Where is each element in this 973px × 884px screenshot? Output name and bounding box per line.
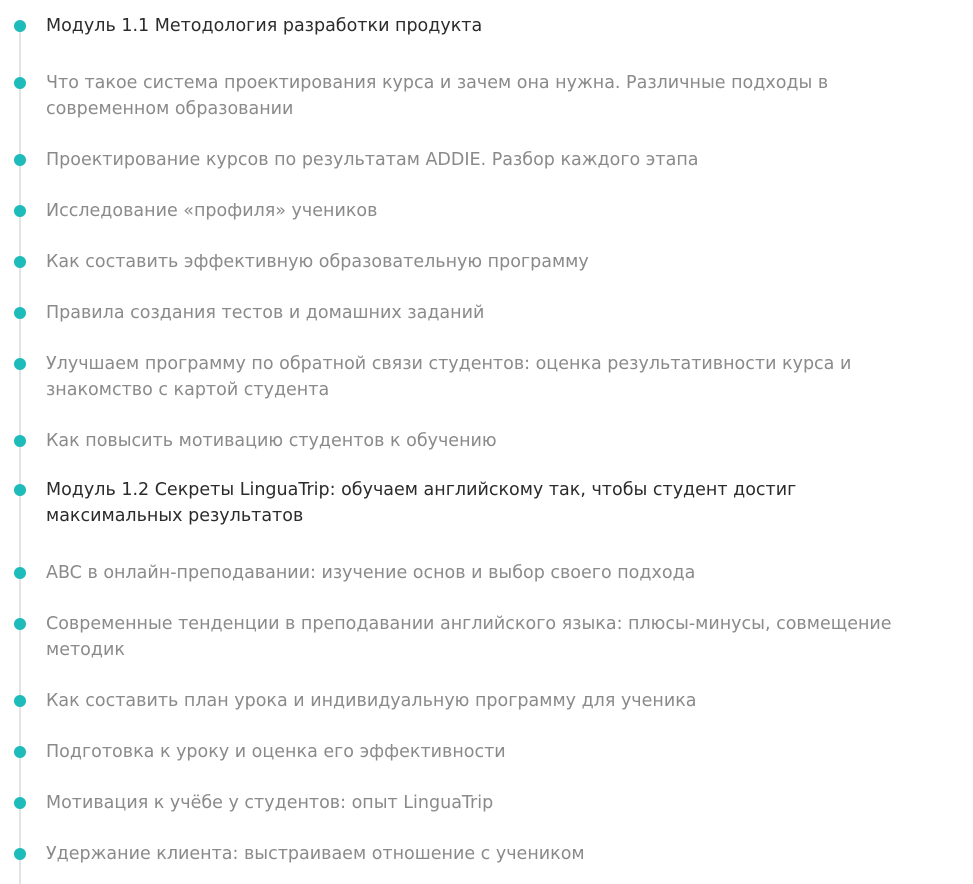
bullet-dot-icon [14, 848, 26, 860]
lesson-title: Правила создания тестов и домашних заданий [46, 303, 485, 323]
bullet-dot-icon [14, 484, 26, 496]
bullet-dot-icon [14, 20, 26, 32]
bullet-dot-icon [14, 256, 26, 268]
lesson-title: Как повысить мотивацию студентов к обучению [46, 431, 497, 451]
module-title: Модуль 1.1 Методология разработки продукта [46, 16, 483, 36]
lesson-title: Проектирование курсов по результатам ADDIE. Разбор каждого этапа [46, 150, 699, 170]
bullet-dot-icon [14, 695, 26, 707]
lesson-title: Как составить план урока и индивидуальную программу для ученика [46, 691, 697, 711]
module-title: Модуль 1.2 Секреты LinguaTrip: обучаем английскому так, чтобы студент достиг максимальных результатов [46, 480, 797, 526]
lesson-title: Мотивация к учёбе у студентов: опыт LinguaTrip [46, 793, 494, 813]
bullet-dot-icon [14, 567, 26, 579]
lesson-title: Улучшаем программу по обратной связи студентов: оценка результативности курса и знакомство с картой студента [46, 354, 852, 400]
lesson-title: Удержание клиента: выстраиваем отношение с учеником [46, 844, 585, 864]
bullet-dot-icon [14, 358, 26, 370]
lesson-title: Как составить эффективную образовательную программу [46, 252, 589, 272]
lesson-title: Исследование «профиля» учеников [46, 201, 378, 221]
lesson-title: Современные тенденции в преподавании английского языка: плюсы-минусы, совмещение методик [46, 614, 892, 660]
lesson-title: Подготовка к уроку и оценка его эффективности [46, 742, 506, 762]
bullet-dot-icon [14, 205, 26, 217]
bullet-dot-icon [14, 618, 26, 630]
bullet-dot-icon [14, 154, 26, 166]
bullet-dot-icon [14, 307, 26, 319]
bullet-dot-icon [14, 746, 26, 758]
bullet-dot-icon [14, 435, 26, 447]
bullet-dot-icon [14, 797, 26, 809]
lesson-title: Что такое система проектирования курса и зачем она нужна. Различные подходы в современном образовании [46, 73, 829, 119]
lesson-title: ABC в онлайн-преподавании: изучение основ и выбор своего подхода [46, 563, 696, 583]
bullet-dot-icon [14, 77, 26, 89]
